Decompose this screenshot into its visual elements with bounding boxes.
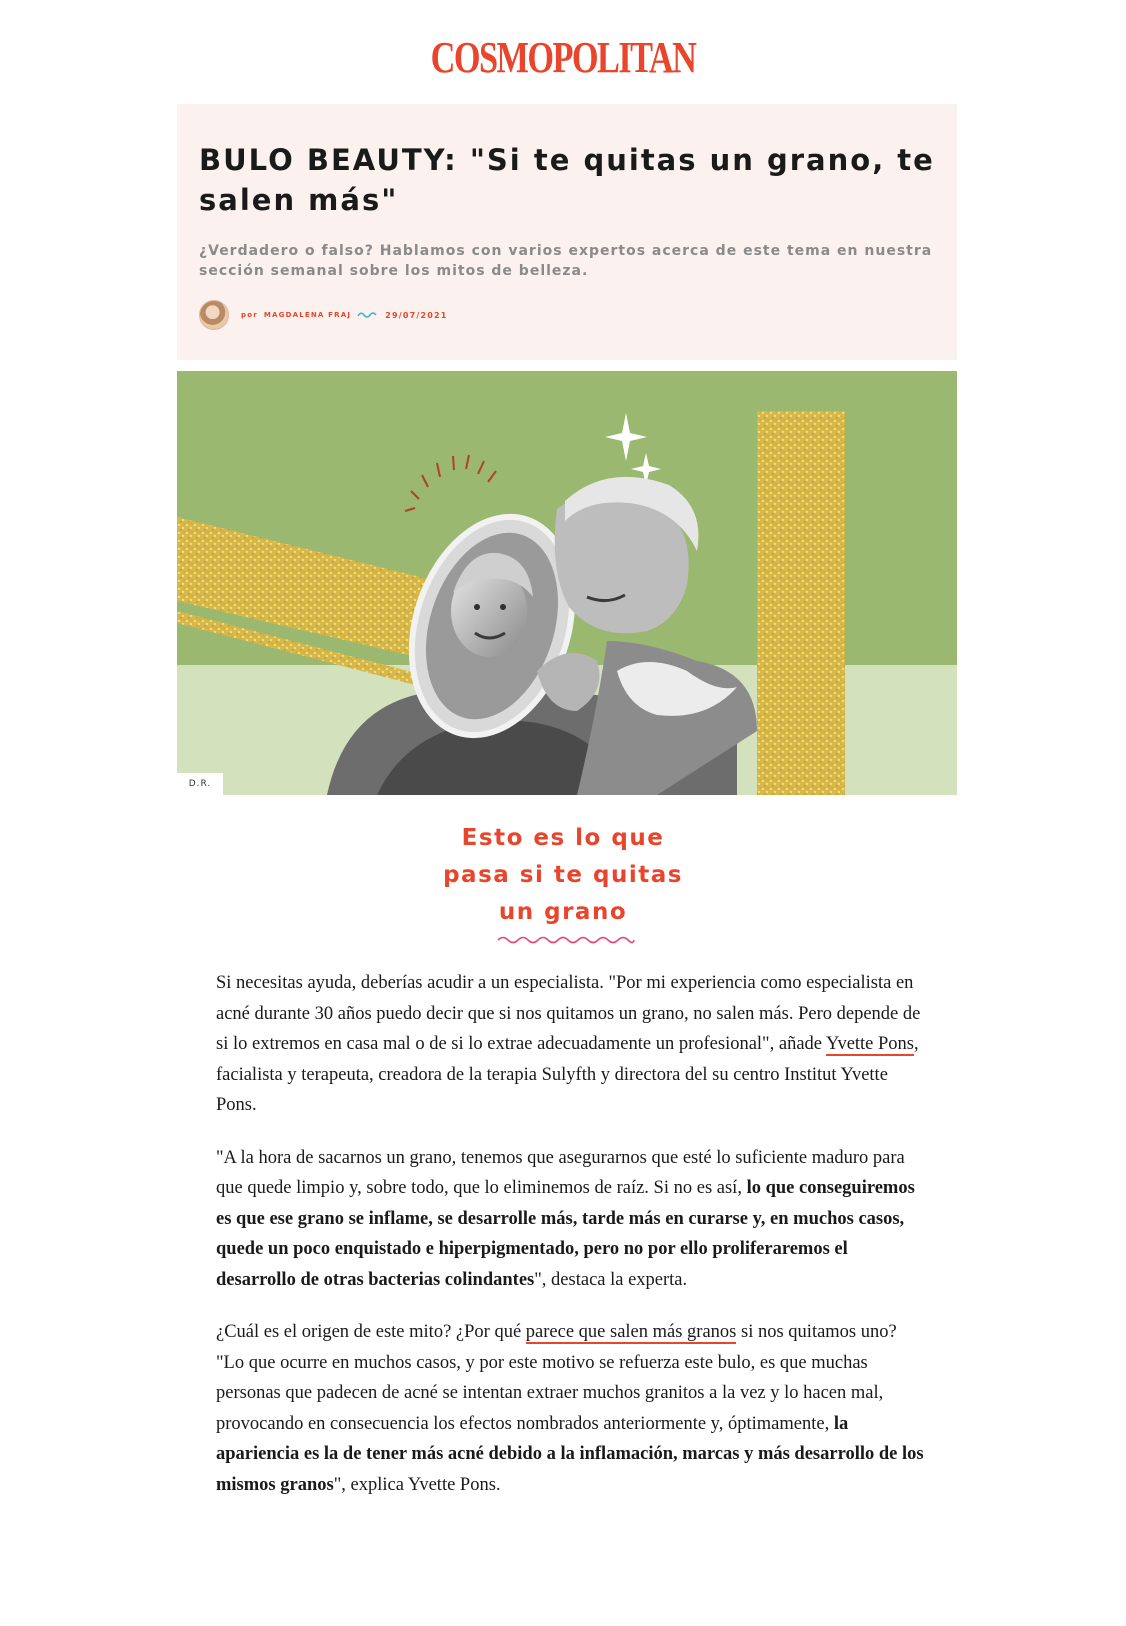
paragraph-bold-text: la apariencia es la de tener más acné debido a la inflamación, marcas y más desarrollo de los mismos granos [216, 1413, 924, 1495]
article-body [216, 968, 926, 1522]
link-yvette-pons[interactable]: Yvette Pons [825, 1034, 915, 1054]
paragraph-text: ", destaca la experta. [534, 1269, 688, 1290]
paragraph-text: si nos quitamos uno? "Lo que ocurre en muchos casos, y por este motivo se refuerza este bulo, es que muchas personas que padecen de acné se intentan extraer muchos granitos a la vez y lo hacen mal, provocando en consecuencia los efectos nombrados anteriormente y, óptimamente, [216, 1322, 897, 1434]
body-paragraph [216, 1317, 926, 1500]
section-heading-line: un grano [498, 899, 628, 925]
section-heading-line: Esto es lo que [461, 825, 665, 851]
author-avatar[interactable] [199, 300, 229, 330]
section-heading [0, 820, 1126, 931]
paragraph-bold-text: lo que conseguiremos es que ese grano se inflame, se desarrolle más, tarde más en curarse y, en muchos casos, quede un poco enquistado e hiperpigmentado, pero no por ello proliferaremos el desarrollo de otras bacterias colindantes [216, 1178, 915, 1290]
byline-author[interactable] [241, 311, 351, 319]
byline-prefix: por [241, 311, 258, 319]
paragraph-text: , facialista y terapeuta, creadora de la terapia Sulyfth y directora del su centro Institut Yvette Pons. [216, 1034, 919, 1115]
section-heading-line: pasa si te quitas [443, 862, 683, 888]
publish-date: 29/07/2021 [385, 310, 448, 320]
body-paragraph [216, 1143, 926, 1296]
article-dek: ¿Verdadero o falso? Hablamos con varios expertos acerca de este tema en nuestra sección semanal sobre los mitos de belleza. [199, 243, 933, 279]
cosmopolitan-logo[interactable]: COSMOPOLITAN [430, 33, 696, 82]
image-credit: D.R. [177, 773, 223, 795]
wave-icon [357, 310, 379, 320]
author-name[interactable]: MAGDALENA FRAJ [263, 311, 352, 319]
body-paragraph [216, 968, 926, 1121]
glitter-column [757, 411, 845, 795]
article-headline: BULO BEAUTY: "Si te quitas un grano, te salen más" [199, 143, 935, 217]
paragraph-text: ¿Cuál es el origen de este mito? ¿Por qué [216, 1322, 526, 1342]
paragraph-text: "A la hora de sacarnos un grano, tenemos que asegurarnos que esté lo suficiente maduro para que quede limpio y, sobre todo, que lo eliminemos de raíz. Si no es así, [216, 1147, 905, 1198]
hero-illustration [177, 371, 957, 795]
link-parece-que-salen-mas-granos[interactable]: parece que salen más granos [525, 1322, 737, 1342]
hero-image [177, 371, 957, 795]
byline [199, 300, 448, 330]
article-header [177, 104, 957, 360]
squiggle-divider-icon [496, 934, 636, 946]
paragraph-text: Si necesitas ayuda, deberías acudir a un especialista. "Por mi experiencia como especialista en acné durante 30 años puedo decir que si nos quitamos un grano, no salen más. Pero depende de si lo extremos en casa mal o de si lo extrae adecuadamente un profesional", añade [216, 973, 921, 1054]
paragraph-text: ", explica Yvette Pons. [333, 1474, 501, 1495]
